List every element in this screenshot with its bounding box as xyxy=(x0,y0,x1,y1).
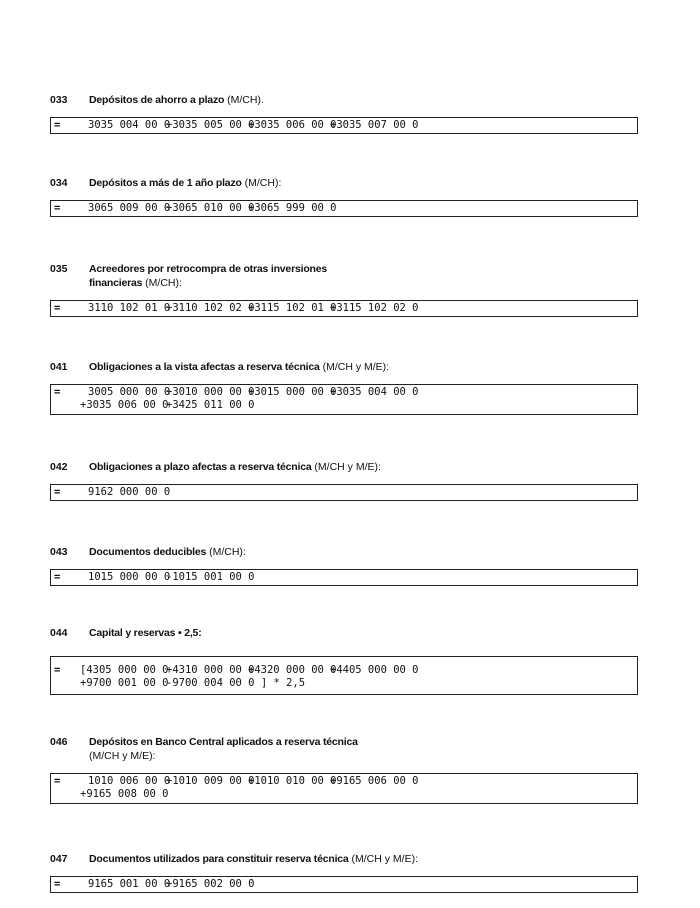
section-047 xyxy=(50,852,638,893)
formula-box xyxy=(50,384,638,415)
section-title-bold: Acreedores por retrocompra de otras inversiones financieras xyxy=(89,263,328,289)
account-code: +3015 000 00 0 xyxy=(248,386,337,398)
formula-box xyxy=(50,200,638,217)
section-title-suffix: (M/CH y M/E): xyxy=(348,853,418,865)
section-title-suffix: (M/CH y M/E): xyxy=(89,750,156,762)
section-number: 044 xyxy=(50,627,68,639)
equals-sign: = xyxy=(54,202,61,214)
section-heading xyxy=(50,545,638,559)
section-number: 046 xyxy=(50,736,68,748)
formula-row xyxy=(51,202,637,215)
account-code: 3035 004 00 0 xyxy=(88,119,171,131)
section-title-bold: Obligaciones a la vista afectas a reserva técnica xyxy=(89,361,320,373)
section-title xyxy=(89,735,369,763)
section-044 xyxy=(50,626,638,695)
section-title xyxy=(89,93,638,107)
formula-box xyxy=(50,656,638,695)
section-title-suffix: (M/CH y M/E): xyxy=(319,361,390,373)
section-title xyxy=(89,852,638,866)
account-code: 9162 000 00 0 xyxy=(88,486,171,498)
account-code: +3065 010 00 0 xyxy=(166,202,255,214)
account-code: +9165 008 00 0 xyxy=(80,788,169,800)
section-heading xyxy=(50,852,638,866)
section-number: 033 xyxy=(50,94,68,106)
account-code: 3110 102 01 0 xyxy=(88,302,171,314)
section-heading xyxy=(50,460,638,474)
formula-row xyxy=(51,302,637,315)
account-code: +3110 102 02 0 xyxy=(166,302,255,314)
formula-box xyxy=(50,876,638,893)
account-code: +3035 005 00 0 xyxy=(166,119,255,131)
section-number: 042 xyxy=(50,461,68,473)
equals-sign: = xyxy=(54,119,61,131)
account-code: +3115 102 01 0 xyxy=(248,302,337,314)
section-number: 035 xyxy=(50,263,68,275)
account-code: +3035 006 00 0 xyxy=(248,119,337,131)
formula-box xyxy=(50,484,638,501)
section-title xyxy=(89,360,638,374)
section-title-suffix: (M/CH): xyxy=(206,546,246,558)
account-code: +1010 009 00 0 xyxy=(166,775,255,787)
section-heading xyxy=(50,93,638,107)
account-code: [4305 000 00 0 xyxy=(80,664,169,676)
section-041 xyxy=(50,360,638,415)
account-code: +4320 000 00 0 xyxy=(248,664,337,676)
account-code: +9165 006 00 0 xyxy=(330,775,419,787)
formula-row xyxy=(51,399,637,412)
formula-row xyxy=(51,775,637,788)
account-code: 1015 000 00 0 xyxy=(88,571,171,583)
section-046 xyxy=(50,735,638,804)
section-title xyxy=(89,176,638,190)
account-code: +4310 000 00 0 xyxy=(166,664,255,676)
account-code: 3065 009 00 0 xyxy=(88,202,171,214)
account-code: 9165 001 00 0 xyxy=(88,878,171,890)
section-title-suffix: (M/CH): xyxy=(142,277,182,289)
section-035 xyxy=(50,262,638,317)
account-code: 1010 006 00 0 xyxy=(88,775,171,787)
equals-sign: = xyxy=(54,302,61,314)
account-code: -1015 001 00 0 xyxy=(166,571,255,583)
section-number: 047 xyxy=(50,853,68,865)
formula-row xyxy=(51,571,637,584)
section-title xyxy=(89,545,638,559)
formula-row xyxy=(51,486,637,499)
equals-sign: = xyxy=(54,775,61,787)
formula-box xyxy=(50,773,638,804)
account-code: +3065 999 00 0 xyxy=(248,202,337,214)
section-number: 043 xyxy=(50,546,68,558)
section-043 xyxy=(50,545,638,586)
equals-sign: = xyxy=(54,486,61,498)
formula-row xyxy=(51,386,637,399)
section-title xyxy=(89,626,638,640)
section-042 xyxy=(50,460,638,501)
section-heading xyxy=(50,735,638,763)
section-heading xyxy=(50,262,638,290)
account-code: +3115 102 02 0 xyxy=(330,302,419,314)
account-code: -9700 004 00 0 ] * 2,5 xyxy=(166,677,306,689)
section-033 xyxy=(50,93,638,134)
equals-sign: = xyxy=(54,571,61,583)
account-code: +3425 011 00 0 xyxy=(166,399,255,411)
account-code: +4405 000 00 0 xyxy=(330,664,419,676)
account-code: 3005 000 00 0 xyxy=(88,386,171,398)
section-heading xyxy=(50,176,638,190)
account-code: +3035 004 00 0 xyxy=(330,386,419,398)
section-title xyxy=(89,460,638,474)
equals-sign: = xyxy=(54,664,61,676)
account-code: +9700 001 00 0 xyxy=(80,677,169,689)
account-code: +9165 002 00 0 xyxy=(166,878,255,890)
formula-box xyxy=(50,300,638,317)
formula-row xyxy=(51,664,637,677)
section-title-bold: Depósitos en Banco Central aplicados a reserva técnica xyxy=(89,736,358,748)
section-title-bold: Documentos utilizados para constituir reserva técnica xyxy=(89,853,349,865)
formula-row xyxy=(51,119,637,132)
formula-row xyxy=(51,878,637,891)
section-number: 034 xyxy=(50,177,68,189)
formula-box xyxy=(50,569,638,586)
section-title-bold: Depósitos a más de 1 año plazo xyxy=(89,177,242,189)
section-number: 041 xyxy=(50,361,68,373)
section-title xyxy=(89,262,349,290)
section-034 xyxy=(50,176,638,217)
formula-box xyxy=(50,117,638,134)
formula-row xyxy=(51,788,637,801)
account-code: +3035 006 00 0 xyxy=(80,399,169,411)
section-title-bold: Depósitos de ahorro a plazo xyxy=(89,94,225,106)
section-title-bold: Obligaciones a plazo afectas a reserva técnica xyxy=(89,461,312,473)
section-title-suffix: (M/CH y M/E): xyxy=(311,461,381,473)
account-code: +3010 000 00 0 xyxy=(166,386,255,398)
section-heading xyxy=(50,626,638,640)
section-title-bold: Documentos deducibles xyxy=(89,546,207,558)
equals-sign: = xyxy=(54,878,61,890)
section-title-suffix: (M/CH). xyxy=(224,94,264,106)
section-title-suffix: (M/CH): xyxy=(241,177,282,189)
section-heading xyxy=(50,360,638,374)
section-title-bold: Capital y reservas • 2,5: xyxy=(89,627,202,639)
account-code: +3035 007 00 0 xyxy=(330,119,419,131)
equals-sign: = xyxy=(54,386,61,398)
formula-row xyxy=(51,677,637,690)
account-code: +1010 010 00 0 xyxy=(248,775,337,787)
